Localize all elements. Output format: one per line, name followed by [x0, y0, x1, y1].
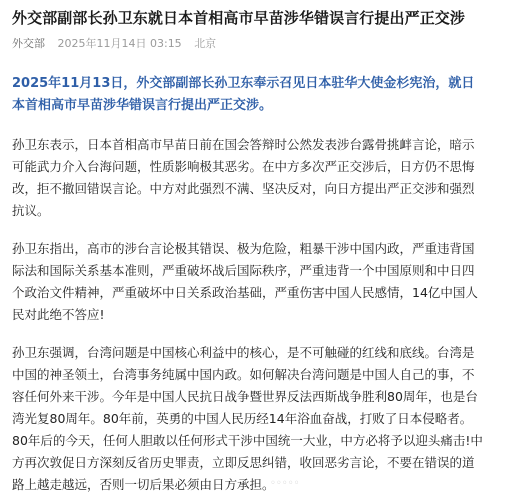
article-title: 外交部副部长孙卫东就日本首相高市早苗涉华错误言行提出严正交涉: [12, 9, 466, 27]
article-meta: [12, 37, 483, 51]
article-paragraph: 孙卫东指出，高市的涉台言论极其错误、极为危险，粗暴干涉中国内政，严重违背国际法和国际关系基本准则，严重破坏战后国际秩序，严重违背一个中国原则和中日四个政治文件精神，严重破坏中日关系政治基础，严重伤害中国人民感情，14亿中国人民对此绝不答应!: [12, 241, 478, 322]
article-paragraph: 孙卫东强调，台湾问题是中国核心利益中的核心，是不可触碰的红线和底线。台湾是中国的神圣领土，台湾事务纯属中国内政。如何解决台湾问题是中国人自己的事，不容任何外来干涉。今年是中国人民抗日战争暨世界反法西斯战争胜利80周年，也是台湾光复80周年。80年前，英勇的中国人民历经14年浴血奋战，打败了日本侵略者。80年后的今天，任何人胆敢以任何形式干涉中国统一大业，中方必将予以迎头痛击!中方再次敦促日方深刻反省历史罪责，立即反思纠错，收回恶劣言论，不要在错误的道路上越走越远，否则一切后果必须由日方承担。: [12, 345, 483, 492]
article-lead: 2025年11月13日，外交部副部长孙卫东奉示召见日本驻华大使金杉宪治，就日本首相高市早苗涉华错误言行提出严正交涉。: [12, 76, 475, 113]
article-source[interactable]: 外交部: [12, 37, 45, 50]
article-datetime: 2025年11月14日 03:15: [57, 37, 182, 50]
article-location: 北京: [194, 37, 217, 50]
watermark: ◦◦◦◦◦: [270, 478, 300, 489]
article-paragraph: 孙卫东表示，日本首相高市早苗日前在国会答辩时公然发表涉台露骨挑衅言论，暗示可能武力介入台海问题，性质影响极其恶劣。在中方多次严正交涉后，日方仍不思悔改，拒不撤回错误言论。中方对此强烈不满、坚决反对，向日方提出严正交涉和强烈抗议。: [12, 137, 475, 218]
